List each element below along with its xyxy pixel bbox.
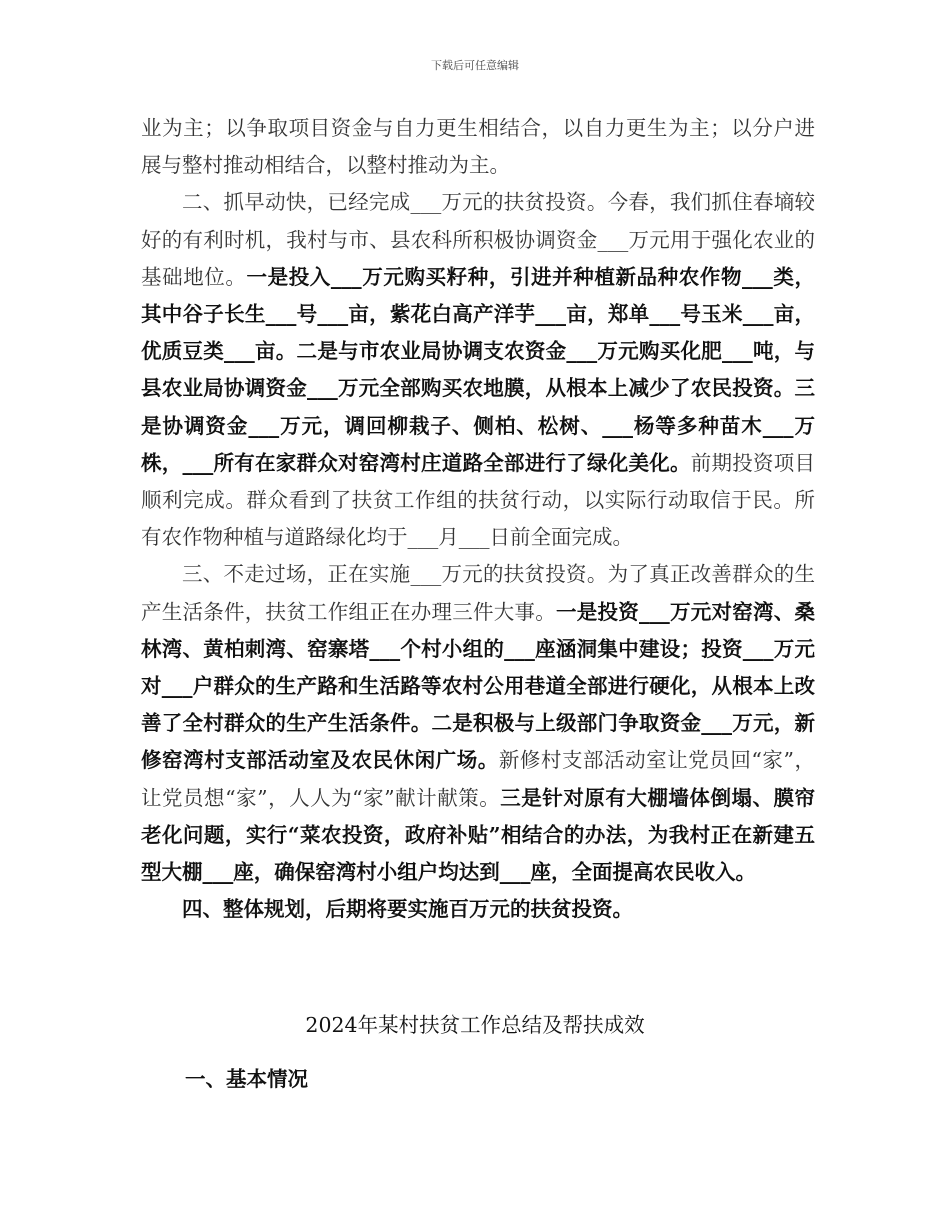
paragraph	[141, 556, 815, 891]
page-header: 下载后可任意编辑	[431, 59, 519, 72]
bold-text-run: 一是投资___万元对窑湾、桑林湾、黄柏刺湾、窑寨塔___个村小组的___座涵洞集中建设；投资___万元对___户群众的生产路和生活路等农村公用巷道全部进行硬化，从根本上改善了全村群众的生产生活条件。二是积极与上级部门争取资金___万元，新修窑湾村支部活动室及农民休闲广场。	[141, 599, 815, 773]
paragraph	[141, 891, 815, 928]
document-body	[141, 110, 815, 928]
document-title: 2024年某村扶贫工作总结及帮扶成效	[305, 1013, 645, 1037]
bold-text-run: 一是投入___万元购买籽种，引进并种植新品种农作物___类，其中谷子长生___号___亩，紫花白高产洋芋___亩，郑单___号玉米___亩，优质豆类___亩。二是与市农业局协调支农资金___万元购买化肥___吨，与县农业局协调资金___万元全部购买农地膜，从根本上减少了农民投资。三是协调资金___万元，调回柳栽子、侧柏、松树、___杨等多种苗木___万株，___所有在家群众对窑湾村庄道路全部进行了绿化美化。	[141, 264, 815, 475]
text-run: 前期投资项目顺利完成。群众看到了扶贫工作组的扶贫行动，以实际行动取信于民。所有农作物种植与道路绿化均于___月___日前全面完成。	[141, 450, 815, 550]
text-run: 三、不走过场，正在实施___万元的扶贫投资。为了真正改善群众的生产生活条件，扶贫工作组正在办理三件大事。	[141, 562, 815, 624]
section-heading: 一、基本情况	[185, 1067, 308, 1091]
bold-text-run: 四、整体规划，后期将要实施百万元的扶贫投资。	[182, 897, 633, 922]
paragraph	[141, 110, 815, 184]
text-run: 二、抓早动快，已经完成___万元的扶贫投资。今春，我们抓住春墒较好的有利时机，我村与市、县农科所积极协调资金___万元用于强化农业的基础地位。	[141, 190, 815, 289]
text-run: 新修村支部活动室让党员回“家”，让党员想“家”，人人为“家”献计献策。	[141, 748, 815, 810]
bold-text-run: 三是针对原有大棚墙体倒塌、膜帘老化问题，实行“菜农投资，政府补贴”相结合的办法，为我村正在新建五型大棚___座，确保窑湾村小组户均达到___座，全面提高农民收入。	[141, 785, 816, 885]
text-run: 业为主；以争取项目资金与自力更生相结合，以自力更生为主；以分户进展与整村推动相结合，以整村推动为主。	[141, 116, 815, 178]
paragraph	[141, 184, 815, 556]
